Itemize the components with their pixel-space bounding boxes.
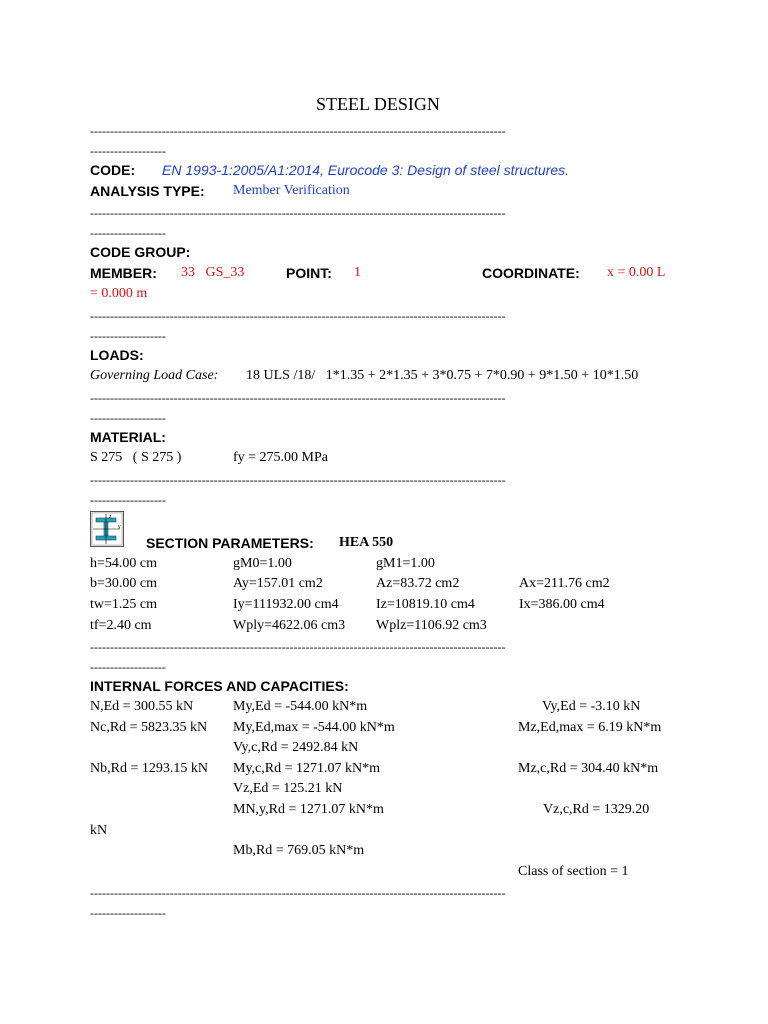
page-title: STEEL DESIGN bbox=[316, 94, 440, 114]
nc-rd: Nc,Rd = 5823.35 kN bbox=[90, 720, 208, 735]
section-param-cell: Wply=4622.06 cm3 bbox=[233, 618, 346, 633]
nb-rd: Nb,Rd = 1293.15 kN bbox=[90, 761, 208, 776]
separator-tail: ------------------- bbox=[90, 660, 166, 674]
separator-tail: ------------------- bbox=[90, 493, 166, 507]
point-label: POINT: bbox=[286, 265, 332, 281]
loads-label: LOADS: bbox=[90, 347, 144, 363]
separator-tail: ------------------- bbox=[90, 329, 166, 343]
section-parameters-label: SECTION PARAMETERS: bbox=[146, 535, 314, 551]
coordinate-value: x = 0.00 L bbox=[607, 265, 666, 280]
separator-line: -------------------------------------------------------------------------------------------------------- bbox=[90, 124, 506, 138]
svg-text:z: z bbox=[109, 514, 112, 520]
load-case-label: Governing Load Case: bbox=[90, 368, 219, 383]
my-ed-max: My,Ed,max = -544.00 kN*m bbox=[233, 720, 395, 735]
section-param-cell: gM0=1.00 bbox=[233, 556, 292, 571]
vy-ed: Vy,Ed = -3.10 kN bbox=[542, 699, 641, 714]
section-param-cell: Wplz=1106.92 cm3 bbox=[376, 618, 487, 633]
vz-c-rd: Vz,c,Rd = 1329.20 bbox=[543, 802, 650, 817]
section-param-cell: Iz=10819.10 cm4 bbox=[376, 597, 475, 612]
mb-rd: Mb,Rd = 769.05 kN*m bbox=[233, 843, 365, 858]
section-param-cell: b=30.00 cm bbox=[90, 576, 157, 591]
section-param-cell: tw=1.25 cm bbox=[90, 597, 157, 612]
coordinate-value-cont: = 0.000 m bbox=[90, 286, 148, 301]
material-label: MATERIAL: bbox=[90, 429, 166, 445]
section-param-cell: Iy=111932.00 cm4 bbox=[233, 597, 339, 612]
vz-ed: Vz,Ed = 125.21 kN bbox=[233, 781, 343, 796]
section-param-cell: Ay=157.01 cm2 bbox=[233, 576, 323, 591]
member-label: MEMBER: bbox=[90, 265, 157, 281]
vy-c-rd: Vy,c,Rd = 2492.84 kN bbox=[233, 740, 359, 755]
section-class: Class of section = 1 bbox=[518, 864, 629, 879]
load-case-value: 18 ULS /18/ 1*1.35 + 2*1.35 + 3*0.75 + 7*0.90 + 9*1.50 + 10*1.50 bbox=[246, 368, 639, 383]
i-beam-section-icon bbox=[90, 511, 124, 547]
section-param-cell: Ax=211.76 cm2 bbox=[519, 576, 610, 591]
my-c-rd: My,c,Rd = 1271.07 kN*m bbox=[233, 761, 380, 776]
section-param-cell: Az=83.72 cm2 bbox=[376, 576, 460, 591]
separator-line: -------------------------------------------------------------------------------------------------------- bbox=[90, 309, 506, 323]
separator-tail: ------------------- bbox=[90, 906, 166, 920]
separator-tail: ------------------- bbox=[90, 144, 166, 158]
coordinate-label: COORDINATE: bbox=[482, 265, 580, 281]
code-value: EN 1993-1:2005/A1:2014, Eurocode 3: Design of steel structures. bbox=[162, 162, 570, 178]
code-group-label: CODE GROUP: bbox=[90, 244, 191, 260]
internal-forces-label: INTERNAL FORCES AND CAPACITIES: bbox=[90, 678, 349, 694]
vz-c-rd-unit: kN bbox=[90, 823, 108, 838]
point-value: 1 bbox=[354, 265, 361, 280]
section-param-cell: h=54.00 cm bbox=[90, 556, 157, 571]
section-param-cell: tf=2.40 cm bbox=[90, 618, 152, 633]
separator-tail: ------------------- bbox=[90, 226, 166, 240]
code-label: CODE: bbox=[90, 162, 136, 178]
my-ed: My,Ed = -544.00 kN*m bbox=[233, 699, 368, 714]
separator-line: -------------------------------------------------------------------------------------------------------- bbox=[90, 473, 506, 487]
material-fy: fy = 275.00 MPa bbox=[233, 450, 329, 465]
n-ed: N,Ed = 300.55 kN bbox=[90, 699, 194, 714]
mz-ed-max: Mz,Ed,max = 6.19 kN*m bbox=[518, 720, 662, 735]
separator-line: -------------------------------------------------------------------------------------------------------- bbox=[90, 886, 506, 900]
separator-tail: ------------------- bbox=[90, 411, 166, 425]
mz-c-rd: Mz,c,Rd = 304.40 kN*m bbox=[518, 761, 659, 776]
separator-line: -------------------------------------------------------------------------------------------------------- bbox=[90, 206, 506, 220]
separator-line: -------------------------------------------------------------------------------------------------------- bbox=[90, 640, 506, 654]
analysis-type-label: ANALYSIS TYPE: bbox=[90, 183, 205, 199]
section-param-cell: gM1=1.00 bbox=[376, 556, 435, 571]
section-profile: HEA 550 bbox=[339, 535, 394, 550]
separator-line: -------------------------------------------------------------------------------------------------------- bbox=[90, 391, 506, 405]
analysis-type-value: Member Verification bbox=[233, 183, 350, 198]
svg-text:y: y bbox=[118, 524, 121, 530]
section-param-cell: Ix=386.00 cm4 bbox=[519, 597, 605, 612]
member-value: 33 GS_33 bbox=[181, 265, 245, 280]
material-grade: S 275 ( S 275 ) bbox=[90, 450, 182, 465]
mn-y-rd: MN,y,Rd = 1271.07 kN*m bbox=[233, 802, 384, 817]
